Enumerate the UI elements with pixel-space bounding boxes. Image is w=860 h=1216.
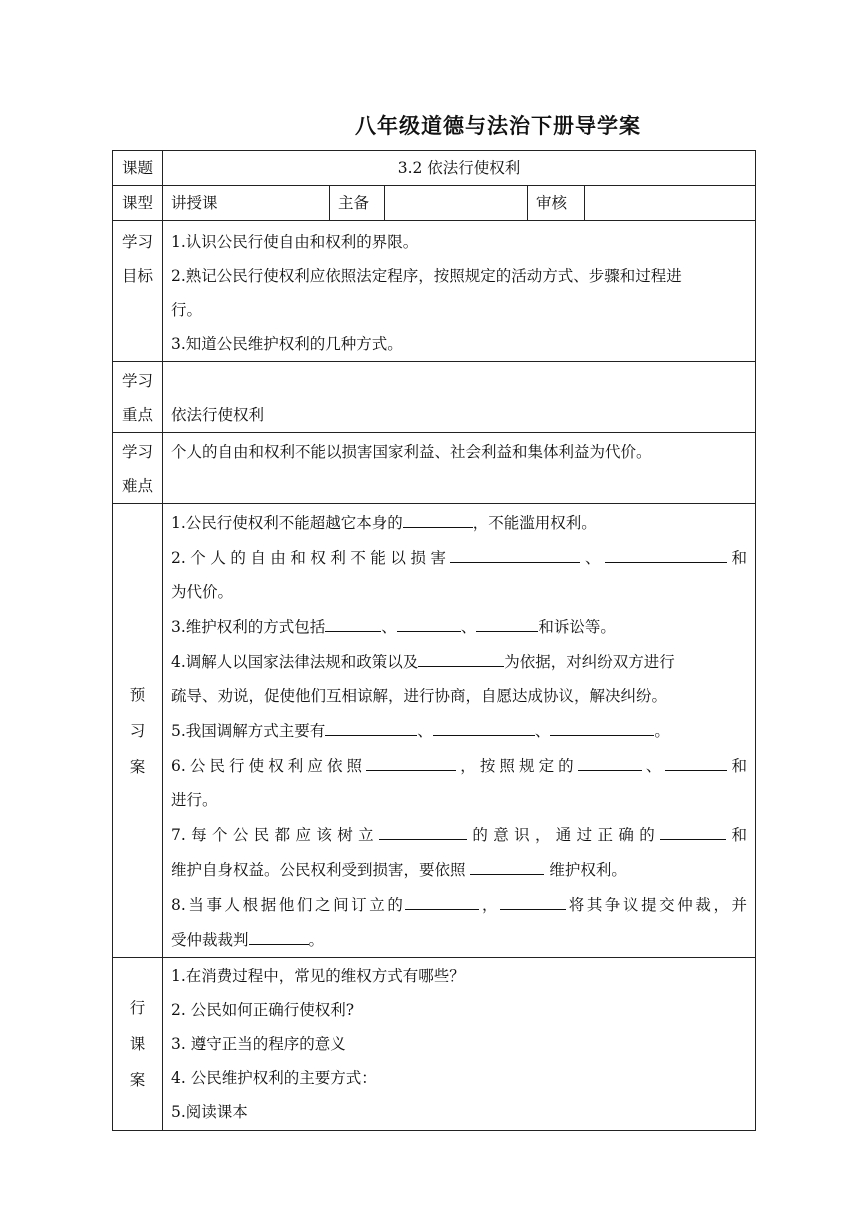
answer-blank[interactable] (665, 748, 727, 771)
key-points-value: 依法行使权利 (163, 362, 756, 433)
preview-q6: 6.公民行使权利应依照 ，按照规定的 、 和 (171, 748, 747, 783)
preview-q2-cont: 为代价。 (171, 583, 234, 601)
answer-blank[interactable] (325, 713, 417, 736)
practice-label-1: 行 (129, 999, 146, 1017)
answer-blank[interactable] (476, 609, 538, 632)
answer-blank[interactable] (450, 540, 580, 563)
preview-q4-cont: 疏导、劝说，促使他们互相谅解，进行协商，自愿达成协议，解决纠纷。 (171, 687, 668, 705)
difficulties-label-2: 难点 (121, 477, 153, 495)
answer-blank[interactable] (249, 922, 309, 945)
answer-blank[interactable] (470, 852, 544, 875)
practice-label-2: 课 (129, 1035, 146, 1053)
preview-label (113, 504, 163, 958)
objectives-row (113, 221, 756, 362)
difficulties-row (113, 433, 756, 504)
answer-blank[interactable] (366, 748, 456, 771)
objectives-label-1: 学习 (121, 233, 153, 251)
answer-blank[interactable] (660, 817, 726, 840)
practice-row (113, 958, 756, 1131)
preview-q2: 2.个人的自由和权利不能以损害 、 和 (171, 540, 747, 575)
preview-q8-cont: 受仲裁裁判 。 (171, 922, 747, 957)
type-value: 讲授课 (163, 186, 330, 221)
practice-item: 3. 遵守正当的程序的意义 (171, 1035, 346, 1053)
practice-label-3: 案 (129, 1071, 146, 1089)
preview-q6-cont: 进行。 (171, 791, 218, 809)
topic-label: 课题 (113, 151, 163, 186)
answer-blank[interactable] (405, 887, 479, 910)
practice-item: 2. 公民如何正确行使权利? (171, 1001, 355, 1019)
objectives-cell (163, 221, 756, 362)
lead-label: 主备 (330, 186, 385, 221)
practice-cell (163, 958, 756, 1131)
answer-blank[interactable] (605, 540, 727, 563)
topic-row (113, 151, 756, 186)
preview-label-2: 习 (129, 721, 146, 740)
topic-value: 3.2 依法行使权利 (163, 151, 756, 186)
preview-label-3: 案 (129, 757, 146, 776)
practice-item: 4. 公民维护权利的主要方式： (171, 1069, 377, 1087)
review-label: 审核 (528, 186, 585, 221)
preview-row (113, 504, 756, 958)
objective-item: 3.知道公民维护权利的几种方式。 (171, 335, 403, 353)
preview-q1: 1.公民行使权利不能超越它本身的 ，不能滥用权利。 (171, 505, 747, 540)
key-points-row (113, 362, 756, 433)
key-points-label-1: 学习 (121, 372, 153, 390)
preview-cell (163, 504, 756, 958)
answer-blank[interactable] (325, 609, 381, 632)
key-points-label (113, 362, 163, 433)
difficulties-value: 个人的自由和权利不能以损害国家利益、社会利益和集体利益为代价。 (163, 433, 756, 504)
type-label: 课型 (113, 186, 163, 221)
preview-label-1: 预 (129, 685, 146, 704)
answer-blank[interactable] (397, 609, 461, 632)
type-row (113, 186, 756, 221)
preview-q7-cont: 维护自身权益。公民权利受到损害，要依照 维护权利。 (171, 852, 747, 887)
lead-value[interactable] (385, 186, 528, 221)
practice-label (113, 958, 163, 1131)
objective-item: 行。 (171, 301, 203, 319)
practice-item: 5.阅读课本 (171, 1103, 248, 1121)
preview-q4: 4.调解人以国家法律法规和政策以及 为依据，对纠纷双方进行 (171, 644, 747, 679)
objectives-label-2: 目标 (121, 267, 153, 285)
answer-blank[interactable] (433, 713, 535, 736)
difficulties-label-1: 学习 (121, 443, 153, 461)
preview-q7: 7.每个公民都应该树立 的意识，通过正确的 和 (171, 817, 747, 852)
preview-q5: 5.我国调解方式主要有 、 、 。 (171, 713, 747, 748)
answer-blank[interactable] (550, 713, 654, 736)
answer-blank[interactable] (403, 505, 473, 528)
objective-item: 1.认识公民行使自由和权利的界限。 (171, 233, 419, 251)
review-value[interactable] (585, 186, 756, 221)
answer-blank[interactable] (418, 644, 504, 667)
practice-item: 1.在消费过程中，常见的维权方式有哪些？ (171, 967, 465, 985)
preview-q8: 8.当事人根据他们之间订立的 ， 将其争议提交仲裁，并 (171, 887, 747, 922)
study-guide-table (112, 150, 756, 1131)
preview-q3: 3.维护权利的方式包括 、 、 和诉讼等。 (171, 609, 747, 644)
objective-item: 2.熟记公民行使权利应依照法定程序，按照规定的活动方式、步骤和过程进 (171, 267, 682, 285)
page-title: 八年级道德与法治下册导学案 (355, 114, 641, 138)
answer-blank[interactable] (379, 817, 467, 840)
difficulties-label (113, 433, 163, 504)
key-points-label-2: 重点 (121, 406, 153, 424)
answer-blank[interactable] (578, 748, 642, 771)
answer-blank[interactable] (500, 887, 566, 910)
objectives-label (113, 221, 163, 362)
